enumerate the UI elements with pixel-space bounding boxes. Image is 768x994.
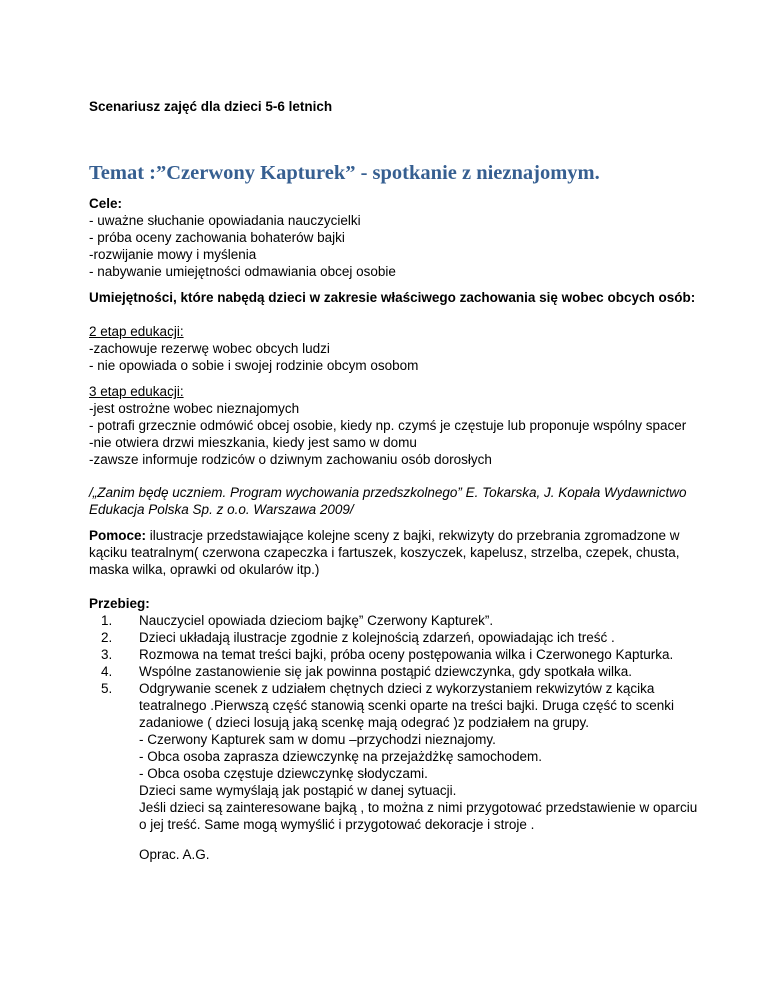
procedure-step — [89, 646, 689, 663]
procedure-step — [89, 629, 689, 646]
goal-item: - uważne słuchanie opowiadania nauczycielki — [89, 213, 361, 228]
step-text: Jeśli dzieci są zainteresowane bajką , to można z nimi przygotować przedstawienie w oparciu — [139, 800, 698, 815]
step-text: Dzieci układają ilustracje zgodnie z kolejnością zdarzeń, opowiadając ich treść . — [139, 630, 615, 645]
procedure-label: Przebieg: — [89, 596, 150, 611]
scene-item: - Czerwony Kapturek sam w domu –przychodzi nieznajomy. — [139, 732, 496, 747]
citation-line: Edukacja Polska Sp. z o.o. Warszawa 2009/ — [89, 502, 354, 517]
stage2-item: -zachowuje rezerwę wobec obcych ludzi — [89, 341, 330, 356]
step-text: Dzieci same wymyślają jak postąpić w danej sytuacji. — [139, 783, 457, 798]
goal-item: -rozwijanie mowy i myślenia — [89, 247, 257, 262]
scene-item: - Obca osoba częstuje dziewczynkę słodyczami. — [139, 766, 428, 781]
stage3-item: -nie otwiera drzwi mieszkania, kiedy jest samo w domu — [89, 435, 417, 450]
step-text: Rozmowa na temat treści bajki, próba oceny postępowania wilka i Czerwonego Kapturka. — [139, 647, 674, 662]
signature-block — [89, 846, 739, 863]
procedure-section — [89, 595, 698, 833]
signature: Oprac. A.G. — [139, 847, 210, 862]
materials-section — [89, 527, 689, 578]
citation — [89, 484, 689, 518]
goals-label: Cele: — [89, 196, 123, 211]
stage3-item: -jest ostrożne wobec nieznajomych — [89, 401, 300, 416]
step-text: teatralnego .Pierwszą część stanowią scenki oparte na treści bajki. Druga część to scenki — [139, 698, 674, 713]
goal-item: - nabywanie umiejętności odmawiania obcej osobie — [89, 264, 396, 279]
stage3-label: 3 etap edukacji: — [89, 384, 184, 399]
goals-section — [89, 195, 689, 280]
step-text: Odgrywanie scenek z udziałem chętnych dzieci z wykorzystaniem rekwizytów z kącika — [139, 681, 655, 696]
scenario-subtitle: Scenariusz zajęć dla dzieci 5-6 letnich — [89, 99, 333, 114]
stage3-item: -zawsze informuje rodziców o dziwnym zachowaniu osób dorosłych — [89, 452, 492, 467]
step-text: o jej treść. Same mogą wymyślić i przygotować dekoracje i stroje . — [139, 817, 535, 832]
citation-line: /„Zanim będę uczniem. Program wychowania przedszkolnego” E. Tokarska, J. Kopała Wydawnictwo — [89, 485, 687, 500]
scene-item: - Obca osoba zaprasza dziewczynkę na przejażdżkę samochodem. — [139, 749, 542, 764]
materials-text: ilustracje przedstawiające kolejne sceny z bajki, rekwizyty do przebrania zgromadzone w — [146, 528, 680, 543]
procedure-step — [89, 663, 689, 680]
stage2-label: 2 etap edukacji: — [89, 324, 184, 339]
stage3-item: - potrafi grzecznie odmówić obcej osobie, kiedy np. czymś je częstuje lub proponuje wspólny spacer — [89, 418, 687, 433]
procedure-step — [89, 612, 689, 629]
step-number: 3. — [101, 647, 113, 662]
skills-section — [89, 289, 696, 306]
stage2-item: - nie opowiada o sobie i swojej rodzinie obcym osobom — [89, 358, 419, 373]
procedure-step — [89, 680, 698, 833]
step-text: Wspólne zastanowienie się jak powinna postąpić dziewczynka, gdy spotkała wilka. — [139, 664, 633, 679]
goal-item: - próba oceny zachowania bohaterów bajki — [89, 230, 345, 245]
materials-label: Pomoce: — [89, 528, 147, 543]
step-number: 5. — [101, 681, 113, 696]
materials-text: kąciku teatralnym( czerwona czapeczka i fartuszek, koszyczek, kapelusz, strzelba, czepek, chusta, — [89, 545, 680, 560]
stage3-section — [89, 383, 689, 468]
page-title: Temat :”Czerwony Kapturek” - spotkanie z nieznajomym. — [89, 162, 600, 184]
step-text: zadaniowe ( dzieci losują jaką scenkę mają odegrać )z podziałem na grupy. — [139, 715, 589, 730]
step-number: 1. — [101, 613, 113, 628]
stage2-section — [89, 323, 689, 374]
materials-text: maska wilka, oprawki od okularów itp.) — [89, 562, 320, 577]
step-text: Nauczyciel opowiada dzieciom bajkę” Czerwony Kapturek”. — [139, 613, 494, 628]
step-number: 4. — [101, 664, 113, 679]
procedure-list — [89, 612, 698, 833]
step-number: 2. — [101, 630, 113, 645]
skills-heading: Umiejętności, które nabędą dzieci w zakresie właściwego zachowania się wobec obcych osób: — [89, 290, 696, 305]
